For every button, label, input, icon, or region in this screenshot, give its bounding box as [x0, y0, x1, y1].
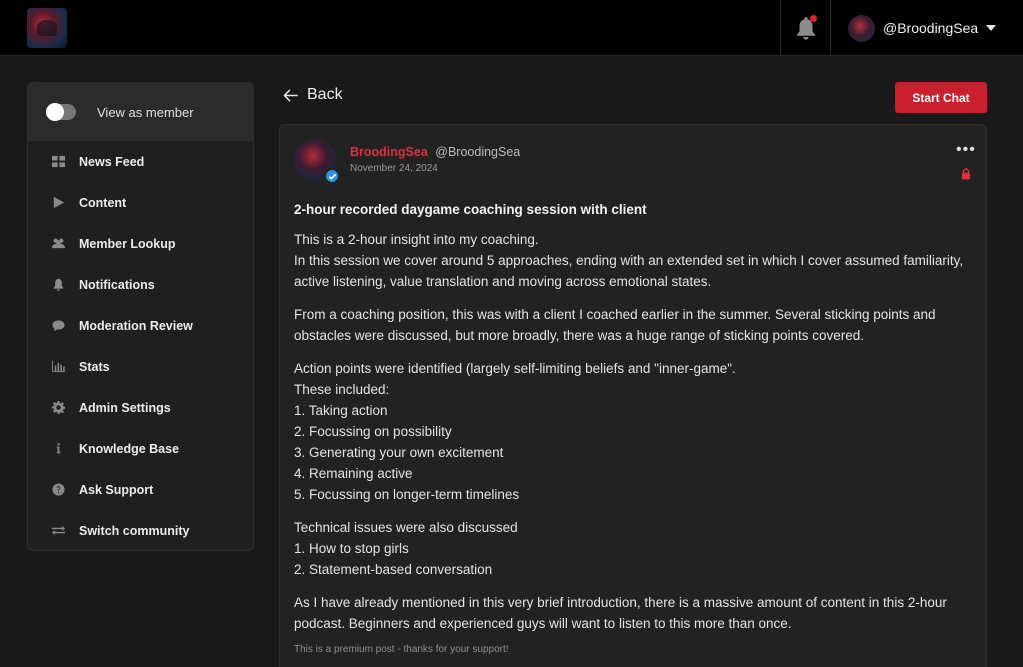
gear-icon — [51, 401, 65, 415]
sidebar-item-knowledge-base[interactable] — [28, 428, 253, 469]
more-options-button[interactable]: ••• — [956, 141, 976, 158]
grid-icon — [51, 155, 65, 169]
avatar — [848, 15, 875, 42]
post-title: 2-hour recorded daygame coaching session with client — [294, 202, 647, 217]
post-line: Action points were identified (largely self-limiting beliefs and "inner-game". — [294, 361, 736, 376]
sidebar-item-label: Member Lookup — [79, 236, 176, 251]
post-paragraph — [294, 229, 979, 292]
sidebar-item-admin-settings[interactable] — [28, 387, 253, 428]
author-handle: @BroodingSea — [435, 145, 521, 159]
post-line: 3. Generating your own excitement — [294, 445, 504, 460]
lock-icon — [961, 168, 971, 180]
post-line: These included: — [294, 382, 390, 397]
users-icon — [51, 237, 65, 251]
arrow-left-icon — [282, 87, 299, 104]
post-date: November 24, 2024 — [350, 163, 438, 174]
sidebar-item-label: News Feed — [79, 154, 145, 169]
sidebar-item-label: Notifications — [79, 277, 155, 292]
user-menu[interactable] — [848, 14, 996, 42]
post-line: 1. How to stop girls — [294, 541, 409, 556]
back-button[interactable] — [282, 84, 343, 106]
chat-bubble-icon — [51, 319, 65, 333]
author-name-link[interactable]: BroodingSea — [350, 145, 428, 159]
post-line: As I have already mentioned in this very brief introduction, there is a massive amount of content in this 2-hour podcast. Beginners and experienced guys will want to listen to this more than once. — [294, 595, 947, 631]
start-chat-button[interactable]: Start Chat — [895, 82, 987, 113]
username-label: @BroodingSea — [883, 20, 979, 36]
sidebar-item-notifications[interactable] — [28, 264, 253, 305]
post-line: From a coaching position, this was with a client I coached earlier in the summer. Several sticking points and obstacles were discussed, but more broadly, there was a huge range of sticking points covered. — [294, 307, 936, 343]
post-line: 5. Focussing on longer-term timelines — [294, 487, 520, 502]
help-icon — [51, 483, 65, 497]
post-line: This is a 2-hour insight into my coaching. — [294, 232, 539, 247]
author-line — [350, 145, 520, 159]
post-line: In this session we cover around 5 approaches, ending with an extended set in which I cover assumed familiarity, active listening, value translation and moving across emotional states. — [294, 253, 964, 289]
sidebar-item-label: Knowledge Base — [79, 441, 180, 456]
info-icon — [51, 442, 65, 456]
post-line: 2. Statement-based conversation — [294, 562, 493, 577]
community-logo[interactable] — [27, 8, 67, 48]
sidebar-item-label: Moderation Review — [79, 318, 193, 333]
sidebar-item-news-feed[interactable] — [28, 141, 253, 182]
view-as-member-label: View as member — [97, 104, 194, 120]
sidebar — [27, 82, 254, 551]
sidebar-item-label: Admin Settings — [79, 400, 171, 415]
bell-icon — [51, 278, 65, 292]
post-paragraph — [294, 304, 979, 346]
view-as-member-row[interactable] — [28, 83, 253, 141]
notifications-button[interactable] — [780, 0, 831, 56]
post-line: 4. Remaining active — [294, 466, 413, 481]
verified-badge-icon — [324, 168, 340, 184]
top-bar — [0, 0, 1023, 56]
post-card — [279, 124, 987, 667]
sidebar-item-moderation-review[interactable] — [28, 305, 253, 346]
sidebar-item-label: Content — [79, 195, 127, 210]
sidebar-item-stats[interactable] — [28, 346, 253, 387]
sidebar-item-label: Stats — [79, 359, 110, 374]
sidebar-nav — [28, 141, 253, 551]
switch-arrows-icon — [51, 524, 65, 538]
bar-chart-icon — [51, 360, 65, 374]
sidebar-item-switch-community[interactable] — [28, 510, 253, 551]
play-icon — [51, 196, 65, 210]
chevron-down-icon — [986, 25, 996, 31]
post-line: Technical issues were also discussed — [294, 520, 518, 535]
sidebar-item-member-lookup[interactable] — [28, 223, 253, 264]
premium-note: This is a premium post - thanks for your support! — [294, 644, 509, 655]
sidebar-item-content[interactable] — [28, 182, 253, 223]
post-line: 1. Taking action — [294, 403, 388, 418]
post-paragraph — [294, 358, 979, 505]
post-line: 2. Focussing on possibility — [294, 424, 452, 439]
back-label: Back — [307, 86, 343, 103]
notification-dot — [810, 15, 817, 22]
sidebar-item-label: Ask Support — [79, 482, 154, 497]
post-paragraph — [294, 517, 979, 580]
sidebar-item-label: Switch community — [79, 523, 190, 538]
sidebar-item-ask-support[interactable] — [28, 469, 253, 510]
post-body — [294, 229, 979, 646]
post-paragraph — [294, 592, 979, 634]
view-as-member-toggle[interactable] — [46, 104, 76, 120]
